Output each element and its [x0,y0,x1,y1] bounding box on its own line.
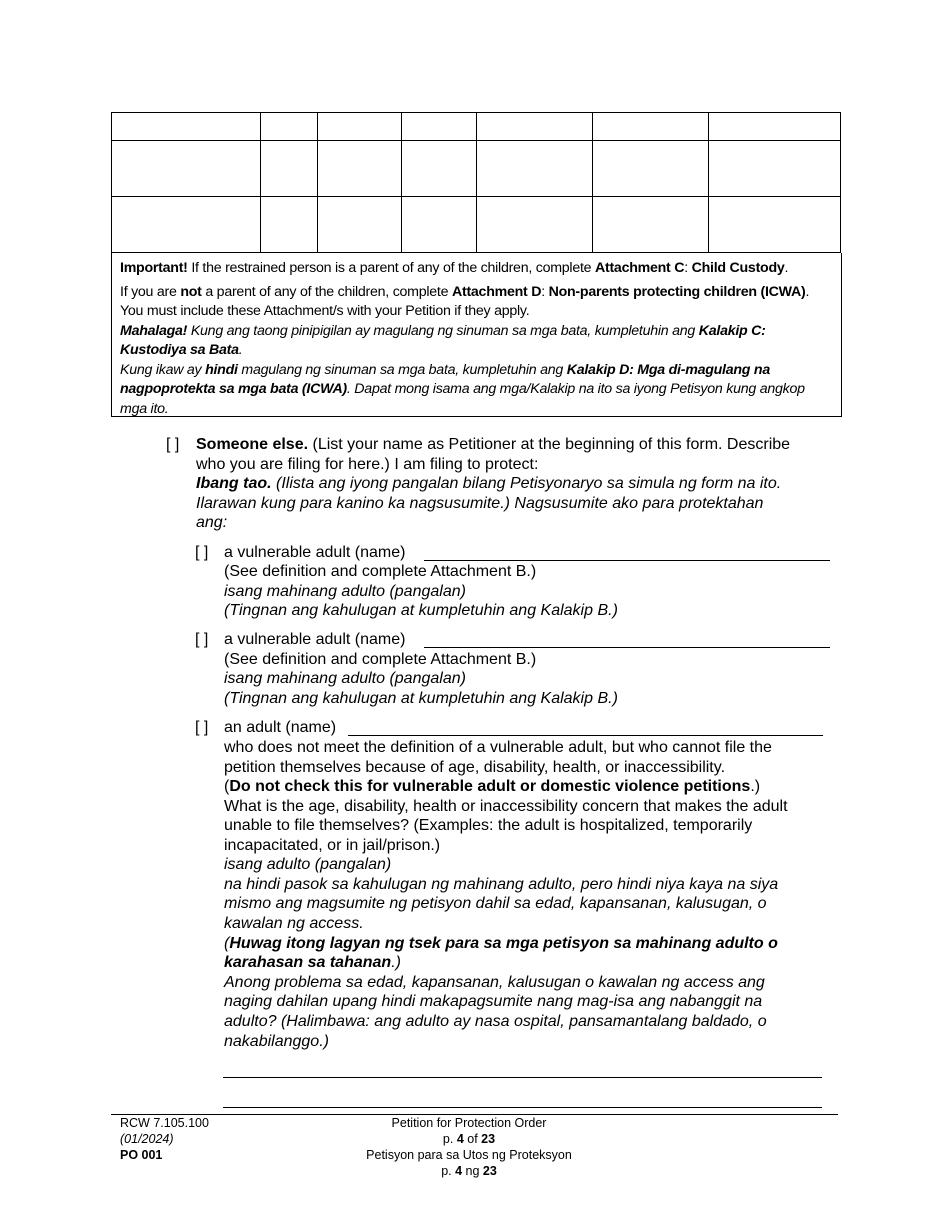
table-cell[interactable] [402,113,477,141]
notice-line [120,322,833,342]
notice-text: : [684,260,692,276]
table-cell[interactable] [593,113,709,141]
adult-tl-line: na hindi pasok sa kahulugan ng mahinang adulto, pero hindi niya kaya na siya [224,876,779,893]
kalakip-c-ref: Kalakip C: [698,322,766,339]
vulnerable-adult-1-tl-see: (Tingnan ang kahulugan at kumpletuhin ang Kalakip B.) [224,602,618,619]
footer-text: p. [442,1132,457,1146]
adult-tl-warning-line [224,953,401,973]
table-cell[interactable] [709,141,841,197]
table-cell[interactable] [709,197,841,253]
adult-text-line: petition themselves because of age, disability, health, or inaccessibility. [224,759,726,776]
adult-text: ( [224,778,230,795]
vulnerable-adult-1-tl-label: isang mahinang adulto (pangalan) [224,583,466,600]
notice-line [120,283,833,303]
table-cell[interactable] [261,197,318,253]
adult-name-field[interactable] [348,735,823,736]
table-cell[interactable] [112,113,261,141]
notice-line [120,380,833,400]
footer-rcw: RCW 7.105.100 [120,1116,209,1130]
notice-text: : [541,283,549,300]
vulnerable-adult-2-checkbox[interactable]: [ ] [195,631,209,648]
table-cell[interactable] [261,113,318,141]
adult-text: .) [750,778,761,795]
adult-checkbox[interactable]: [ ] [195,719,209,736]
not-emphasis: not [180,283,202,300]
notice-text: If the restrained person is a parent of any of the children, complete [187,260,595,276]
adult-text-line: who does not meet the definition of a vulnerable adult, but who cannot file the [224,739,772,756]
table-cell[interactable] [318,141,402,197]
table-cell[interactable] [477,197,593,253]
table-cell[interactable] [112,197,261,253]
table-row [112,197,841,253]
vulnerable-adult-1-checkbox[interactable]: [ ] [195,544,209,561]
child-custody-ref: Child Custody [691,260,785,276]
adult-concern-field-2[interactable] [223,1107,822,1108]
adult-tl-line: mismo ang magsumite ng petisyon dahil sa edad, kapansanan, kalusugan, o [224,895,767,912]
vulnerable-adult-2-name-field[interactable] [424,647,830,648]
important-notice [111,253,842,417]
table-cell[interactable] [318,197,402,253]
notice-text: . Dapat mong isama ang mga/Kalakip na ito sa iyong Petisyon kung angkop [346,381,805,397]
footer-form-number: PO 001 [120,1148,163,1162]
vulnerable-adult-2-label: a vulnerable adult (name) [224,631,406,648]
footer-page-number: 4 [456,1132,464,1146]
notice-line [120,361,833,381]
adult-tl-line: Anong problema sa edad, kapansanan, kalusugan o kawalan ng access ang [224,974,765,991]
table-cell[interactable] [261,141,318,197]
adult-tl-warning: karahasan sa tahanan [224,954,392,971]
table-row [112,113,841,141]
non-parents-ref: Non-parents protecting children (ICWA) [548,283,806,300]
kustodiya-ref: Kustodiya sa Bata [120,342,239,358]
table-row [112,141,841,197]
kalakip-d-ref: Kalakip D [566,361,630,378]
adult-tl-line: nakabilanggo.) [224,1033,329,1050]
vulnerable-adult-2-tl-label: isang mahinang adulto (pangalan) [224,670,466,687]
table-cell[interactable] [593,141,709,197]
someone-else-title: Someone else. [196,436,309,453]
someone-else-tl-line [196,474,781,494]
vulnerable-adult-2-tl-see: (Tingnan ang kahulugan at kumpletuhin ang Kalakip B.) [224,690,618,707]
someone-else-checkbox[interactable]: [ ] [166,436,180,453]
notice-text: If you are [120,283,181,300]
table-cell[interactable] [477,113,593,141]
footer-page-total: 23 [481,1132,496,1146]
adult-tl-line: adulto? (Halimbawa: ang adulto ay nasa ospital, pansamantalang baldado, o [224,1013,767,1030]
vulnerable-adult-2-see: (See definition and complete Attachment B.) [224,651,537,668]
notice-line [120,259,833,279]
footer-title-tl: Petisyon para sa Utos ng Proteksyon [366,1148,572,1162]
vulnerable-adult-1-name-field[interactable] [424,560,830,561]
notice-text: a parent of any of the children, complete [201,283,452,300]
table-cell[interactable] [402,197,477,253]
table-cell[interactable] [318,113,402,141]
notice-text: Kung ang taong pinipigilan ay magulang ng sinuman sa mga bata, kumpletuhin ang [187,322,699,339]
footer-date: (01/2024) [120,1132,174,1146]
someone-else-text: (List your name as Petitioner at the beginning of this form. Describe [308,436,791,453]
someone-else-line: who you are filing for here.) I am filing to protect: [196,456,539,473]
adult-warning-line [224,777,760,797]
table-cell[interactable] [477,141,593,197]
notice-line [120,341,833,361]
mahalaga-label: Mahalaga! [120,322,188,339]
someone-else-tl-line: ang: [196,514,228,531]
kalakip-d-title: : Mga di-magulang na [629,361,770,378]
attachment-c-ref: Attachment C [594,260,685,276]
notice-line: mga ito. [120,400,169,417]
adult-tl-warning-line [224,934,778,954]
table-cell[interactable] [112,141,261,197]
adult-tl-warning: Huwag itong lagyan ng tsek para sa mga petisyon sa mahinang adulto o [229,935,778,952]
vulnerable-adult-1-label: a vulnerable adult (name) [224,544,406,561]
footer-text: ng [462,1164,483,1178]
notice-text: . [238,342,243,358]
footer-text: p. [441,1164,456,1178]
adult-tl-line: isang adulto (pangalan) [224,856,392,873]
adult-tl-text: .) [391,954,401,971]
adult-text-line: unable to file themselves? (Examples: the adult is hospitalized, temporarily [224,817,753,834]
important-label: Important! [120,260,188,276]
hindi-emphasis: hindi [205,361,238,378]
adult-text-line: incapacitated, or in jail/prison.) [224,837,441,854]
notice-text: . [784,260,789,276]
footer-page-tl [330,1163,608,1179]
table-cell[interactable] [709,113,841,141]
table-cell[interactable] [402,141,477,197]
footer-page-number: 4 [455,1164,463,1178]
adult-concern-field-1[interactable] [223,1077,822,1078]
ibang-tao-title: Ibang tao. [196,475,272,492]
kalakip-d-title: nagpoprotekta sa mga bata (ICWA) [120,381,347,397]
adult-warning: Do not check this for vulnerable adult or domestic violence petitions [229,778,751,795]
notice-text: . [805,283,810,300]
someone-else-line [196,435,790,455]
footer-page-total: 23 [482,1164,497,1178]
footer-text: of [463,1132,482,1146]
notice-text: Kung ikaw ay [120,361,206,378]
someone-else-tl-line: Ilarawan kung para kanino ka nagsusumite.) Nagsusumite ako para protektahan [196,495,764,512]
notice-line: You must include these Attachment/s with your Petition if they apply. [120,303,530,319]
adult-label: an adult (name) [224,719,337,736]
adult-tl-line: naging dahilan upang hindi makapagsumite nang mag-isa ang nabanggit na [224,993,763,1010]
adult-text-line: What is the age, disability, health or inaccessibility concern that makes the adult [224,798,788,815]
adult-tl-line: kawalan ng access. [224,915,364,932]
attachment-d-ref: Attachment D [451,283,542,300]
adult-tl-text: ( [224,935,230,952]
vulnerable-adult-1-see: (See definition and complete Attachment B.) [224,563,537,580]
someone-else-tl-text: (Ilista ang iyong pangalan bilang Petisyonaryo sa simula ng form na ito. [271,475,782,492]
children-table [111,112,841,253]
table-cell[interactable] [593,197,709,253]
footer-title-en: Petition for Protection Order [391,1116,547,1130]
footer-page-en [330,1131,608,1147]
notice-text: magulang ng sinuman sa mga bata, kumpletuhin ang [237,361,567,378]
